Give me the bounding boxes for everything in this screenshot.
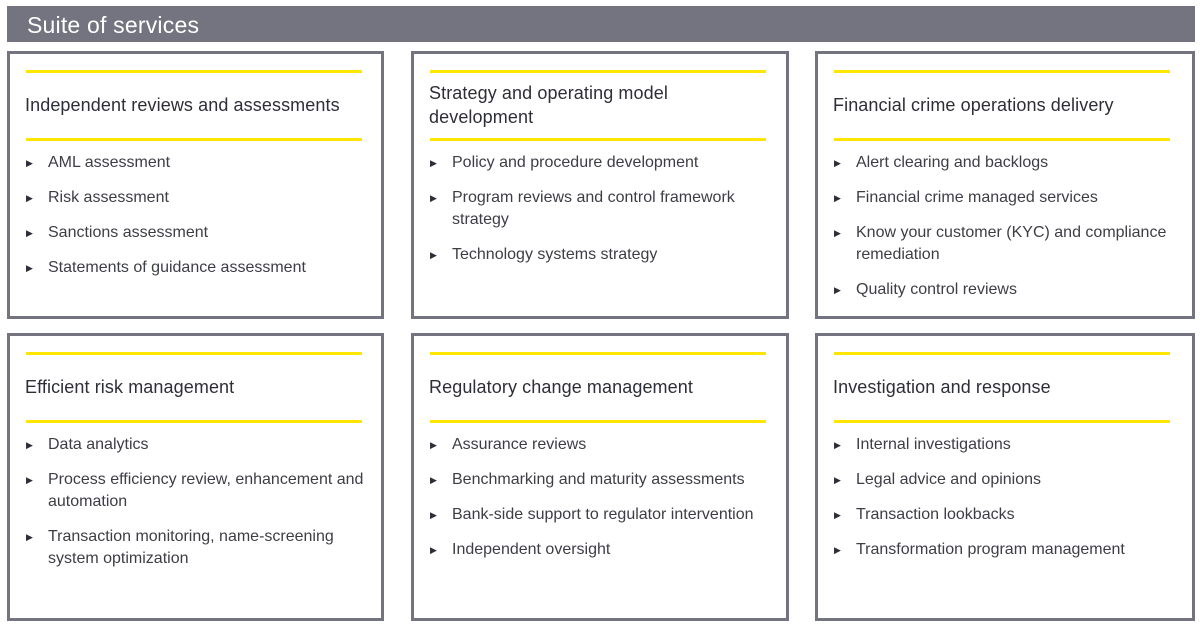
triangle-bullet-icon: ▶ (26, 440, 33, 450)
triangle-bullet-icon: ▶ (834, 158, 841, 168)
list-item (26, 222, 366, 244)
list-item (834, 504, 1174, 526)
service-list (430, 434, 770, 574)
triangle-bullet-icon: ▶ (26, 263, 33, 273)
accent-rule (26, 138, 362, 141)
list-item (834, 222, 1174, 266)
list-item (26, 469, 366, 513)
triangle-bullet-icon: ▶ (430, 440, 437, 450)
list-item (834, 187, 1174, 209)
accent-rule (26, 420, 362, 423)
service-card-risk-management (7, 333, 384, 621)
service-list (834, 152, 1174, 314)
list-item (430, 539, 770, 561)
list-item-label: Quality control reviews (856, 281, 1017, 298)
list-item (430, 152, 770, 174)
list-item-label: Internal investigations (856, 436, 1011, 453)
triangle-bullet-icon: ▶ (834, 193, 841, 203)
triangle-bullet-icon: ▶ (834, 285, 841, 295)
accent-rule (430, 70, 766, 73)
list-item-label: Transformation program management (856, 541, 1125, 558)
triangle-bullet-icon: ▶ (834, 440, 841, 450)
list-item-label: Know your customer (KYC) and compliance remediation (856, 224, 1167, 263)
services-grid (7, 51, 1195, 621)
triangle-bullet-icon: ▶ (430, 475, 437, 485)
triangle-bullet-icon: ▶ (26, 532, 33, 542)
accent-rule (26, 70, 362, 73)
list-item (430, 504, 770, 526)
card-title: Regulatory change management (429, 377, 693, 397)
list-item-label: Legal advice and opinions (856, 471, 1042, 488)
list-item-label: Financial crime managed services (856, 189, 1098, 206)
list-item (26, 526, 366, 570)
service-card-independent-reviews (7, 51, 384, 319)
list-item-label: Independent oversight (452, 541, 611, 558)
list-item-label: Transaction lookbacks (856, 506, 1015, 523)
accent-rule (26, 352, 362, 355)
list-item (430, 244, 770, 266)
list-item-label: Program reviews and control framework strategy (452, 189, 735, 228)
card-title: Investigation and response (833, 377, 1051, 397)
list-item (834, 469, 1174, 491)
service-card-regulatory-change (411, 333, 789, 621)
triangle-bullet-icon: ▶ (430, 193, 437, 203)
list-item-label: Risk assessment (48, 189, 169, 206)
list-item-label: Transaction monitoring, name-screening system optimization (48, 528, 334, 567)
triangle-bullet-icon: ▶ (430, 545, 437, 555)
service-list (430, 152, 770, 279)
card-title: Strategy and operating model development (429, 83, 668, 127)
accent-rule (834, 138, 1170, 141)
card-title: Efficient risk management (25, 377, 235, 397)
triangle-bullet-icon: ▶ (834, 228, 841, 238)
accent-rule (834, 70, 1170, 73)
accent-rule (430, 138, 766, 141)
list-item (26, 187, 366, 209)
list-item (834, 434, 1174, 456)
list-item-label: Sanctions assessment (48, 224, 209, 241)
list-item-label: Assurance reviews (452, 436, 587, 453)
service-card-strategy (411, 51, 789, 319)
list-item (430, 434, 770, 456)
triangle-bullet-icon: ▶ (26, 158, 33, 168)
list-item (834, 279, 1174, 301)
accent-rule (834, 420, 1170, 423)
list-item-label: Bank-side support to regulator intervention (452, 506, 754, 523)
list-item (834, 539, 1174, 561)
triangle-bullet-icon: ▶ (430, 250, 437, 260)
list-item-label: AML assessment (48, 154, 171, 171)
service-list (26, 152, 366, 292)
list-item (430, 469, 770, 491)
list-item-label: Benchmarking and maturity assessments (452, 471, 745, 488)
triangle-bullet-icon: ▶ (26, 193, 33, 203)
list-item-label: Alert clearing and backlogs (856, 154, 1049, 171)
accent-rule (430, 420, 766, 423)
page-title: Suite of services (27, 12, 200, 38)
list-item-label: Technology systems strategy (452, 246, 658, 263)
accent-rule (834, 352, 1170, 355)
header-bar (7, 6, 1195, 42)
triangle-bullet-icon: ▶ (430, 510, 437, 520)
triangle-bullet-icon: ▶ (834, 475, 841, 485)
list-item-label: Data analytics (48, 436, 149, 453)
triangle-bullet-icon: ▶ (430, 158, 437, 168)
triangle-bullet-icon: ▶ (834, 545, 841, 555)
list-item (834, 152, 1174, 174)
list-item-label: Policy and procedure development (452, 154, 699, 171)
card-title: Independent reviews and assessments (25, 95, 340, 115)
service-card-financial-crime-ops (815, 51, 1195, 319)
card-title: Financial crime operations delivery (833, 95, 1114, 115)
service-list (834, 434, 1174, 574)
triangle-bullet-icon: ▶ (26, 228, 33, 238)
service-card-investigation (815, 333, 1195, 621)
service-list (26, 434, 366, 583)
accent-rule (430, 352, 766, 355)
list-item-label: Process efficiency review, enhancement and automation (48, 471, 364, 510)
list-item-label: Statements of guidance assessment (48, 259, 306, 276)
list-item (26, 257, 366, 279)
triangle-bullet-icon: ▶ (834, 510, 841, 520)
list-item (430, 187, 770, 231)
list-item (26, 152, 366, 174)
triangle-bullet-icon: ▶ (26, 475, 33, 485)
list-item (26, 434, 366, 456)
